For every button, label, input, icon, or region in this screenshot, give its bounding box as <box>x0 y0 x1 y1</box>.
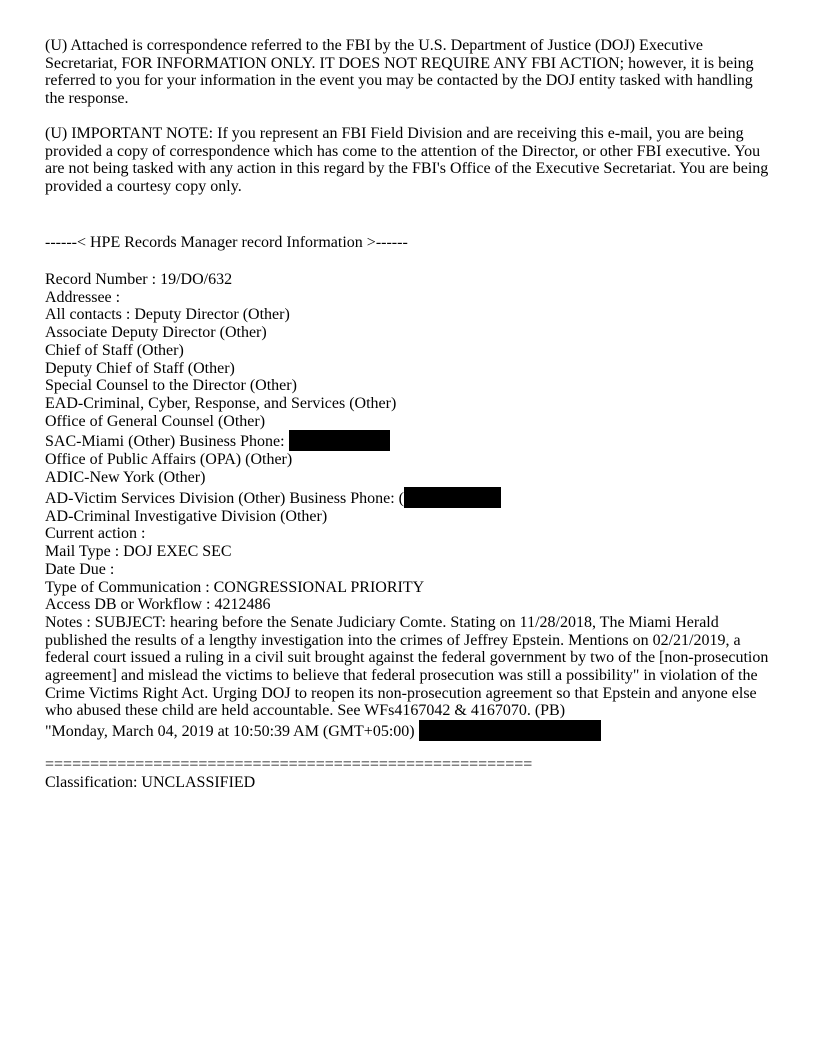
addressee-label: Addressee : <box>45 288 121 306</box>
note-line: provided a courtesy copy only. <box>45 178 242 196</box>
record-heading: ------< HPE Records Manager record Information >------ <box>45 234 408 251</box>
record-number: Record Number : 19/DO/632 <box>45 271 233 288</box>
access-db: Access DB or Workflow : 4212486 <box>45 596 271 614</box>
contact-line: EAD-Criminal, Cyber, Response, and Services (Other) <box>45 394 397 412</box>
date-due: Date Due : <box>45 560 115 578</box>
contact-line: ADIC-New York (Other) <box>45 469 206 487</box>
sac-miami-text: SAC-Miami (Other) Business Phone: <box>45 433 289 451</box>
intro-line: referred to you for your information in the event you may be contacted by the DOJ entity tasked with handling <box>45 72 753 90</box>
contact-line: Associate Deputy Director (Other) <box>45 324 267 342</box>
type-of-communication: Type of Communication : CONGRESSIONAL PRIORITY <box>45 578 425 596</box>
contact-sac-miami <box>45 430 785 451</box>
contact-line: Office of Public Affairs (OPA) (Other) <box>45 451 293 469</box>
notes-line: agreement] and mislead the victims to believe that federal prosecution was still a possibility" in violation of the <box>45 667 758 685</box>
note-line: are not being tasked with any action in this regard by the FBI's Office of the Executive Secretariat. You are being <box>45 160 769 178</box>
separator-line: ====================================================== <box>45 756 533 773</box>
contact-line: All contacts : Deputy Director (Other) <box>45 306 290 324</box>
important-note-paragraph <box>45 125 785 196</box>
current-action: Current action : <box>45 525 146 543</box>
contact-line: Office of General Counsel (Other) <box>45 412 266 430</box>
ad-victim-text: AD-Victim Services Division (Other) Business Phone: ( <box>45 489 404 507</box>
redaction-box <box>419 720 601 741</box>
notes-line: who abused these child are held accountable. See WFs4167042 & 4167070. (PB) <box>45 702 566 720</box>
contact-ad-victim <box>45 487 785 508</box>
mail-type: Mail Type : DOJ EXEC SEC <box>45 543 232 561</box>
notes-line: Notes : SUBJECT: hearing before the Senate Judiciary Comte. Stating on 11/28/2018, The Miami Herald <box>45 613 719 631</box>
record-info <box>45 271 785 741</box>
classification: Classification: UNCLASSIFIED <box>45 774 256 791</box>
intro-paragraph <box>45 37 785 108</box>
contact-line: AD-Criminal Investigative Division (Other) <box>45 507 328 525</box>
contact-line: Deputy Chief of Staff (Other) <box>45 359 235 377</box>
note-line: (U) IMPORTANT NOTE: If you represent an FBI Field Division and are receiving this e-mail, you are being <box>45 125 744 142</box>
intro-line: (U) Attached is correspondence referred to the FBI by the U.S. Department of Justice (DOJ) Executive <box>45 37 704 54</box>
intro-line: Secretariat, FOR INFORMATION ONLY. IT DOES NOT REQUIRE ANY FBI ACTION; however, it is being <box>45 54 754 72</box>
notes-line: Crime Victims Right Act. Urging DOJ to reopen its non-prosecution agreement so that Epstein and anyone else <box>45 684 757 702</box>
contact-line: Special Counsel to the Director (Other) <box>45 377 297 395</box>
notes-line: published the results of a lengthy investigation into the crimes of Jeffrey Epstein. Mentions on 02/21/2019, a <box>45 631 741 649</box>
intro-line: the response. <box>45 90 129 108</box>
redaction-box <box>404 487 501 508</box>
notes-line: federal court issued a ruling in a civil suit brought against the federal government by two of the [non-prosecution <box>45 649 769 667</box>
timestamp-text: "Monday, March 04, 2019 at 10:50:39 AM (GMT+05:00) <box>45 723 419 741</box>
note-line: provided a copy of correspondence which has come to the attention of the Director, or other FBI executive. You <box>45 142 761 160</box>
contact-line: Chief of Staff (Other) <box>45 341 184 359</box>
redaction-box <box>289 430 390 451</box>
timestamp-line <box>45 720 785 741</box>
